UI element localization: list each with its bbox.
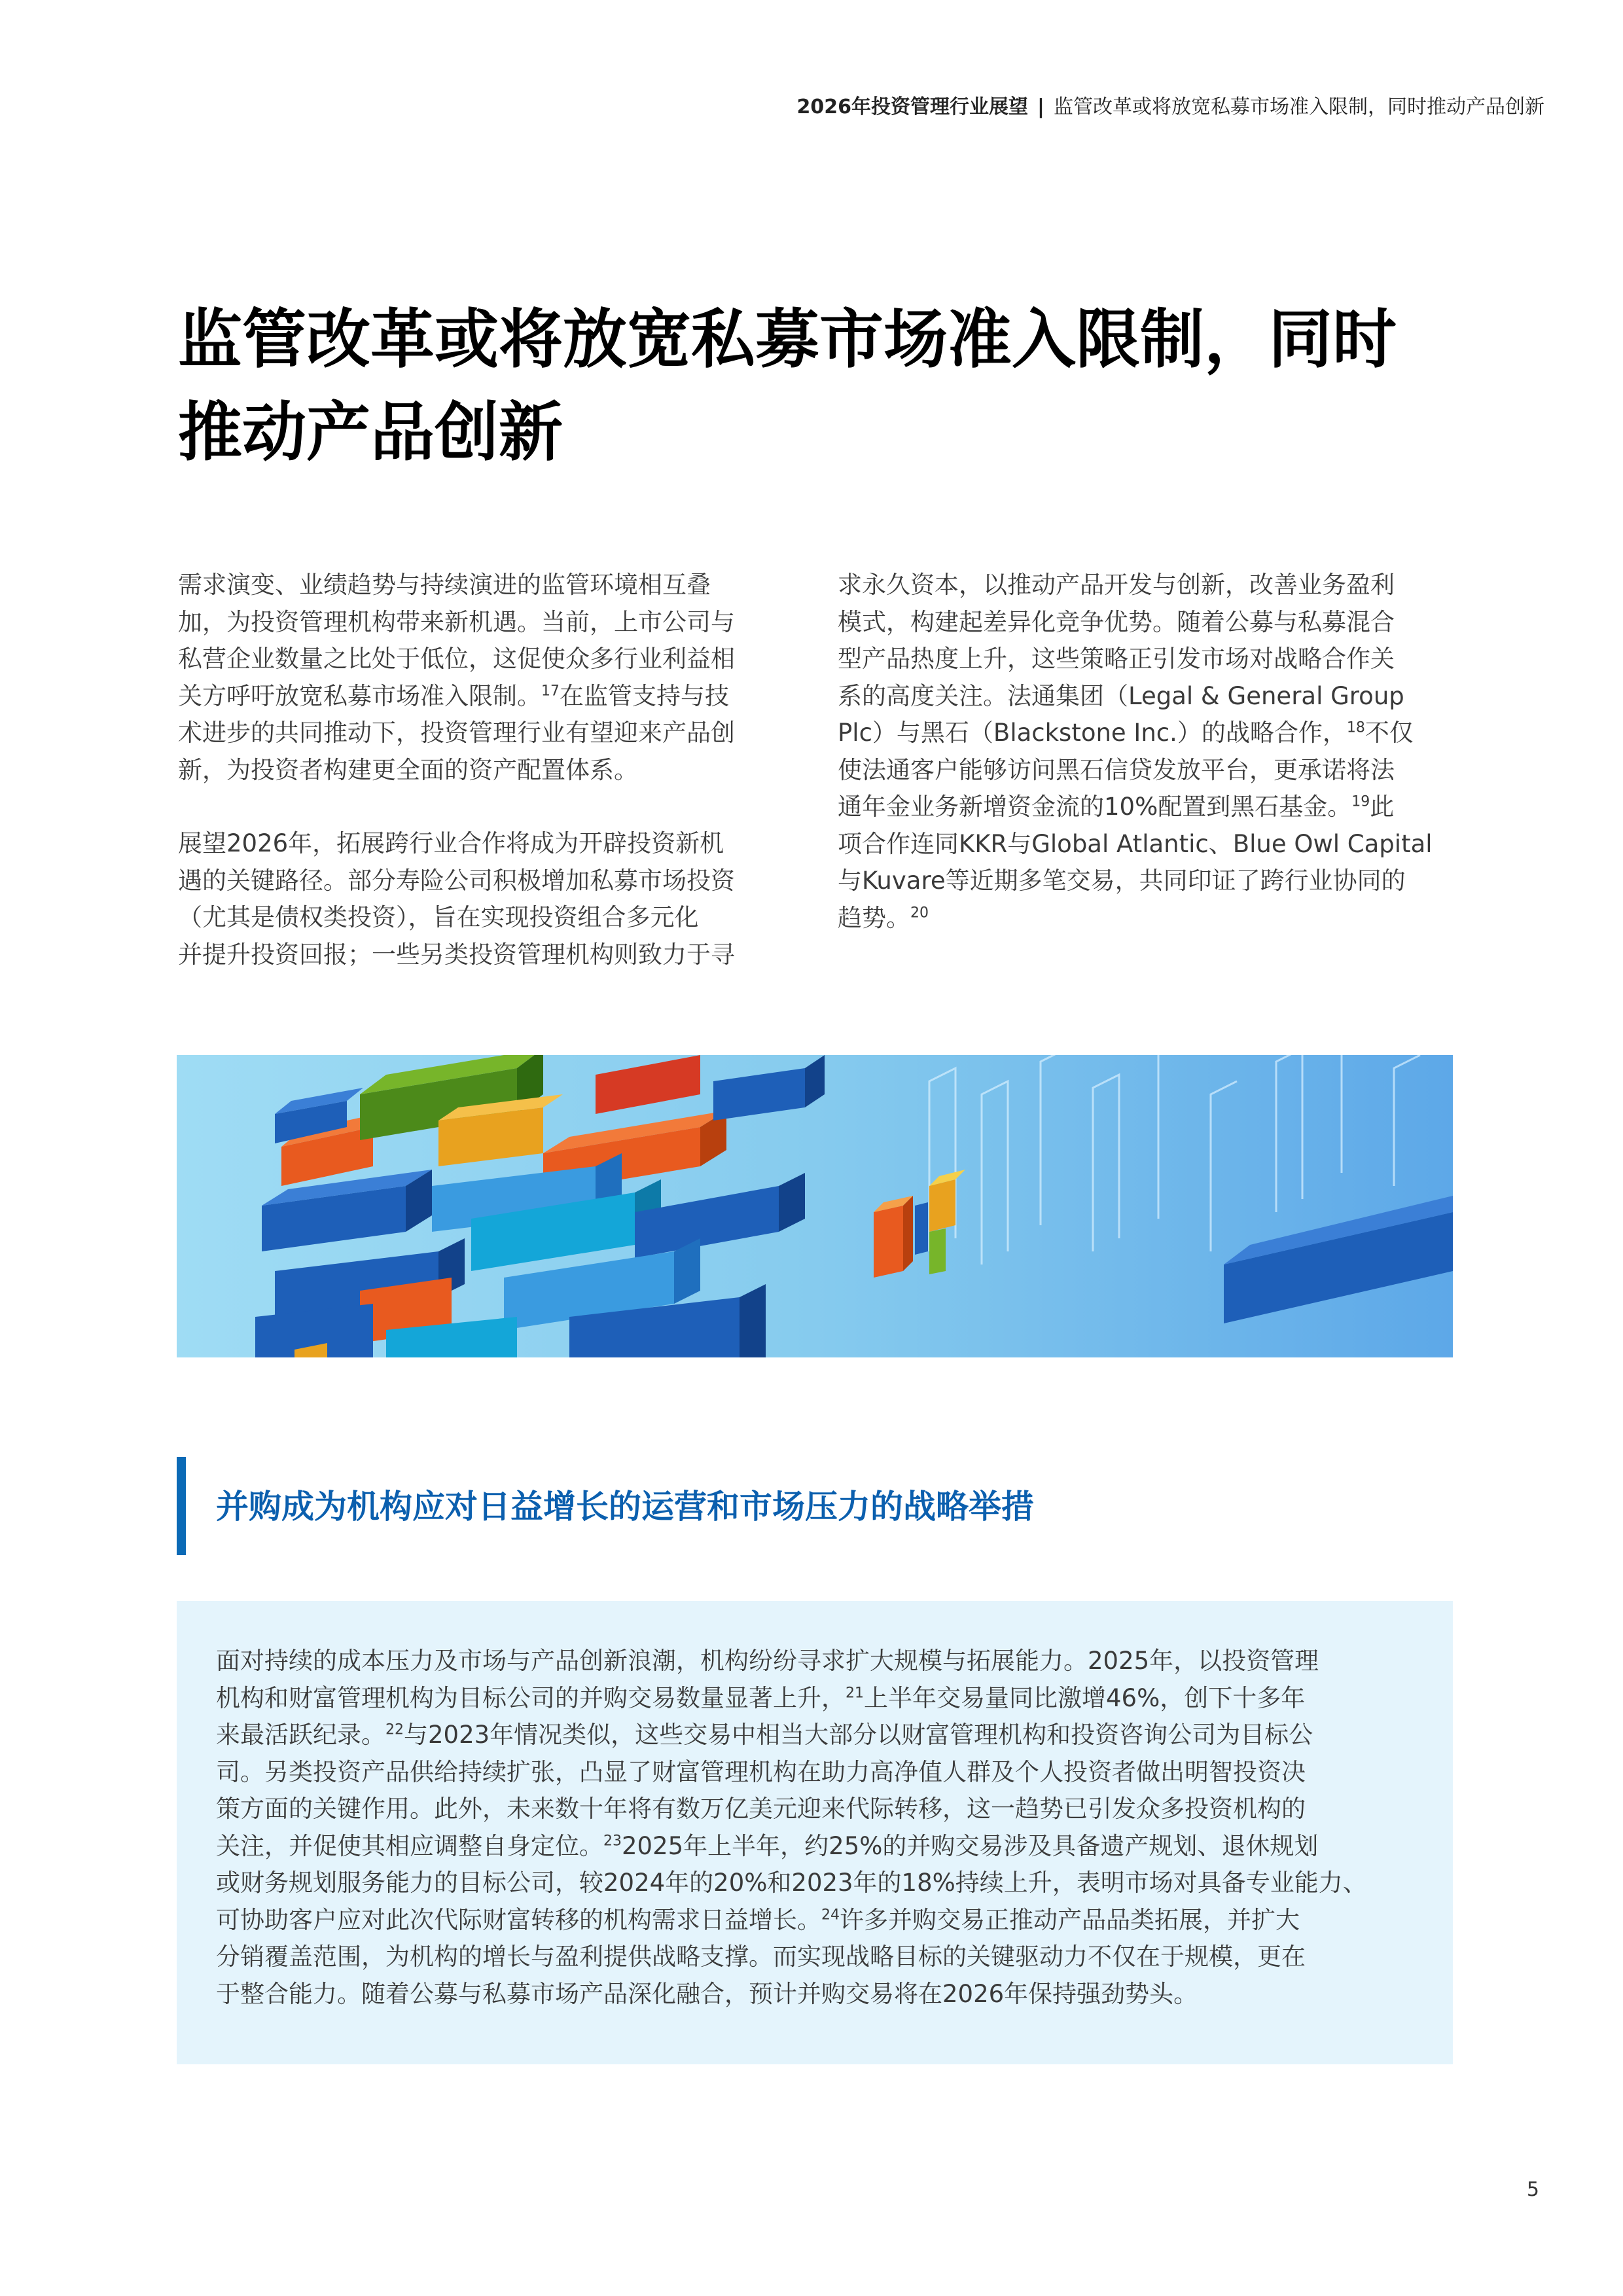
text-line xyxy=(216,1717,1420,1754)
footnote-ref-19[interactable]: 19 xyxy=(1351,793,1370,810)
text-line xyxy=(838,715,1440,752)
running-header xyxy=(797,90,1544,119)
text-line: 型产品热度上升，这些策略正引发市场对战略合作关 xyxy=(838,645,1395,673)
text-fragment: 许多并购交易正推动产品品类拓展，并扩大 xyxy=(840,1905,1300,1934)
footnote-ref-20[interactable]: 20 xyxy=(910,905,929,922)
text-fragment: 此 xyxy=(1370,793,1395,821)
left-paragraph-1 xyxy=(178,567,780,789)
right-column xyxy=(838,567,1440,973)
right-paragraph xyxy=(838,567,1440,937)
text-line: 求永久资本，以推动产品开发与创新，改善业务盈利 xyxy=(838,571,1395,599)
text-fragment: 2025年上半年，约25%的并购交易涉及具备遗产规划、退休规划 xyxy=(622,1831,1319,1860)
text-line: 遇的关键路径。部分寿险公司积极增加私募市场投资 xyxy=(178,866,735,895)
text-fragment: 不仅 xyxy=(1364,719,1414,747)
text-line: 模式，构建起差异化竞争优势。随着公募与私募混合 xyxy=(838,607,1395,636)
text-line xyxy=(216,1680,1420,1717)
text-line: 并提升投资回报；一些另类投资管理机构则致力于寻 xyxy=(178,940,735,969)
text-line: 展望2026年，拓展跨行业合作将成为开辟投资新机 xyxy=(178,829,724,857)
header-separator: | xyxy=(1037,96,1044,118)
text-fragment: 关注，并促使其相应调整自身定位。 xyxy=(216,1831,603,1860)
text-fragment: 趋势。 xyxy=(838,903,910,932)
text-line: 分销覆盖范围，为机构的增长与盈利提供战略支撑。而实现战略目标的关键驱动力不仅在于规模，更在 xyxy=(216,1943,1306,1971)
text-line xyxy=(216,1828,1420,1865)
section-heading: 并购成为机构应对日益增长的运营和市场压力的战略举措 xyxy=(216,1488,1034,1526)
text-line: 新，为投资者构建更全面的资产配置体系。 xyxy=(178,755,638,784)
text-line: 面对持续的成本压力及市场与产品创新浪潮，机构纷纷寻求扩大规模与拓展能力。2025年，以投资管理 xyxy=(216,1647,1319,1675)
text-line: 策方面的关键作用。此外，未来数十年将有数万亿美元迎来代际转移，这一趋势已引发众多投资机构的 xyxy=(216,1795,1306,1823)
highlight-box xyxy=(177,1601,1453,2064)
footnote-ref-22[interactable]: 22 xyxy=(385,1721,404,1738)
text-line: 于整合能力。随着公募与私募市场产品深化融合，预计并购交易将在2026年保持强劲势头。 xyxy=(216,1979,1198,2008)
text-fragment: 可协助客户应对此次代际财富转移的机构需求日益增长。 xyxy=(216,1905,821,1934)
text-line: 系的高度关注。法通集团（Legal & General Group xyxy=(838,681,1404,710)
text-line: 与Kuvare等近期多笔交易，共同印证了跨行业协同的 xyxy=(838,867,1406,895)
highlight-box-text xyxy=(216,1643,1420,2013)
footnote-ref-21[interactable]: 21 xyxy=(846,1685,864,1702)
header-section-title: 监管改革或将放宽私募市场准入限制，同时推动产品创新 xyxy=(1054,96,1544,118)
text-line xyxy=(216,1902,1420,1939)
footnote-ref-18[interactable]: 18 xyxy=(1346,719,1365,736)
text-line: 使法通客户能够访问黑石信贷发放平台，更承诺将法 xyxy=(838,755,1395,784)
text-line xyxy=(838,789,1440,826)
text-line: 私营企业数量之比处于低位，这促使众多行业利益相 xyxy=(178,645,735,673)
text-line xyxy=(178,678,780,715)
text-fragment: 机构和财富管理机构为目标公司的并购交易数量显著上升， xyxy=(216,1683,846,1712)
text-line: 司。另类投资产品供给持续扩张，凸显了财富管理机构在助力高净值人群及个人投资者做出明智投资决 xyxy=(216,1757,1306,1786)
text-fragment: 上半年交易量同比激增46%，创下十多年 xyxy=(864,1683,1306,1712)
hero-illustration xyxy=(177,1055,1453,1357)
text-fragment: Plc）与黑石（Blackstone Inc.）的战略合作， xyxy=(838,719,1347,747)
left-paragraph-2 xyxy=(178,825,780,973)
text-fragment: 与2023年情况类似，这些交易中相当大部分以财富管理机构和投资咨询公司为目标公 xyxy=(404,1721,1313,1749)
text-line xyxy=(838,900,1440,937)
title-line-2: 推动产品创新 xyxy=(178,395,563,470)
footnote-ref-24[interactable]: 24 xyxy=(821,1907,840,1924)
left-column xyxy=(178,567,780,1010)
text-line: （尤其是债权类投资），旨在实现投资组合多元化 xyxy=(178,903,699,931)
text-fragment: 来最活跃纪录。 xyxy=(216,1721,385,1749)
section-accent-bar xyxy=(177,1457,186,1555)
text-fragment: 在监管支持与技 xyxy=(560,681,729,710)
block-tower xyxy=(255,1055,825,1357)
stacked-blocks-illustration xyxy=(177,1055,1453,1357)
header-report-title: 2026年投资管理行业展望 xyxy=(796,96,1029,118)
page-number: 5 xyxy=(1526,2178,1539,2201)
text-line: 需求演变、业绩趋势与持续演进的监管环境相互叠 xyxy=(178,571,711,599)
text-fragment: 关方呼吁放宽私募市场准入限制。 xyxy=(178,681,541,710)
text-line: 项合作连同KKR与Global Atlantic、Blue Owl Capital xyxy=(838,829,1433,858)
title-line-1: 监管改革或将放宽私募市场准入限制，同时 xyxy=(178,302,1397,377)
text-fragment: 通年金业务新增资金流的10%配置到黑石基金。 xyxy=(838,793,1352,821)
footnote-ref-17[interactable]: 17 xyxy=(541,683,560,700)
text-line: 或财务规划服务能力的目标公司，较2024年的20%和2023年的18%持续上升，表明市场对具备专业能力、 xyxy=(216,1869,1367,1897)
text-line: 术进步的共同推动下，投资管理行业有望迎来产品创 xyxy=(178,719,735,747)
footnote-ref-23[interactable]: 23 xyxy=(603,1833,622,1850)
page-title xyxy=(178,293,1461,479)
text-line: 加，为投资管理机构带来新机遇。当前，上市公司与 xyxy=(178,607,735,636)
